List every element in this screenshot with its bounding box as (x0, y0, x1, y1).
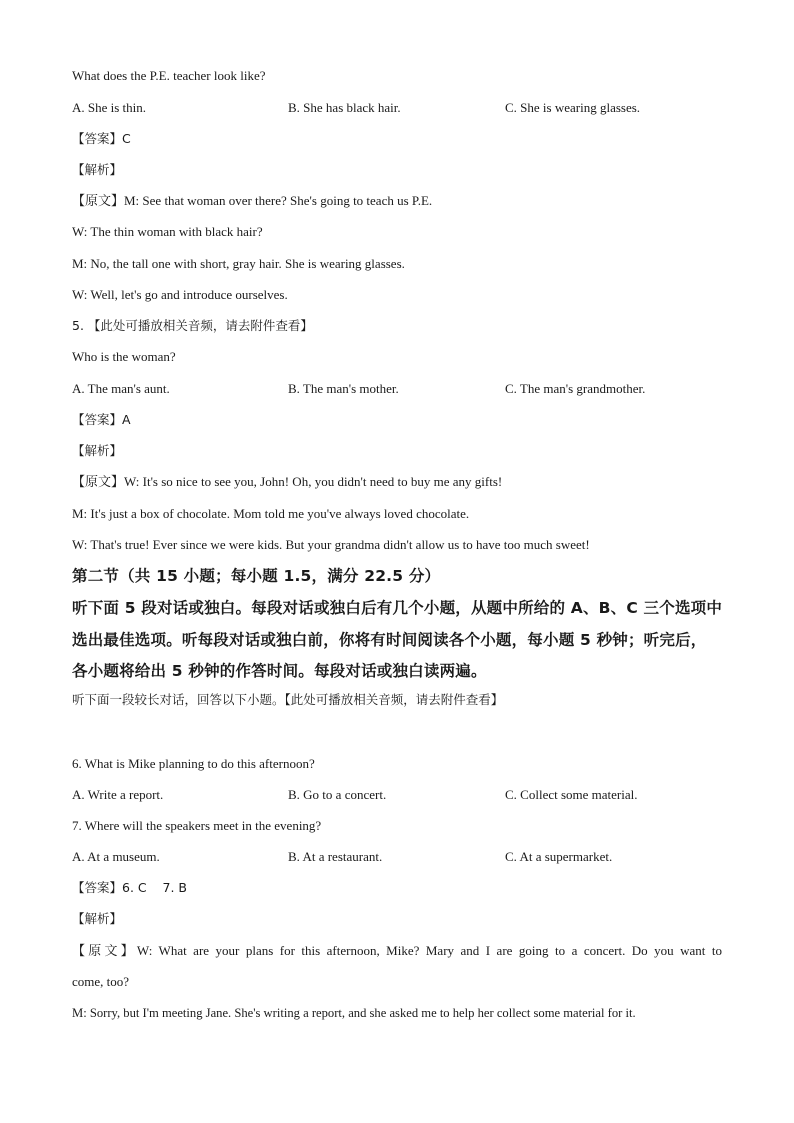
q5-transcript-line: 【原文】W: It's so nice to see you, John! Oh, you didn't need to buy me any gifts! (72, 474, 503, 489)
q6-option-c: C. Collect some material. (505, 787, 638, 802)
q7-option-c: C. At a supermarket. (505, 849, 613, 864)
question-6-text: 6. What is Mike planning to do this afternoon? (72, 756, 315, 771)
q4-option-b: B. She has black hair. (288, 100, 401, 115)
q6-7-transcript-line: M: Sorry, but I'm meeting Jane. She's writing a report, and she asked me to help her collect some material for it. (72, 1006, 636, 1020)
q5-option-a: A. The man's aunt. (72, 381, 170, 396)
q5-analysis-label: 【解析】 (72, 443, 123, 458)
q5-option-c: C. The man's grandmother. (505, 381, 646, 396)
section-2-audio-note[interactable]: 听下面一段较长对话，回答以下小题。【此处可播放相关音频，请去附件查看】 (72, 692, 504, 707)
q6-option-b: B. Go to a concert. (288, 787, 387, 802)
q6-7-answer: 【答案】6. C 7. B (72, 880, 187, 895)
q6-7-transcript-line: come, too? (72, 974, 130, 989)
q7-option-b: B. At a restaurant. (288, 849, 383, 864)
q5-header-audio-link[interactable]: 5. 【此处可播放相关音频，请去附件查看】 (72, 318, 313, 333)
question-4-text: What does the P.E. teacher look like? (72, 68, 266, 83)
section-2-instruction-line: 各小题将给出 5 秒钟的作答时间。每段对话或独白读两遍。 (72, 662, 487, 680)
section-2-title: 第二节（共 15 小题；每小题 1.5，满分 22.5 分） (72, 567, 441, 585)
q6-7-analysis-label: 【解析】 (72, 911, 123, 926)
section-2-instruction-line: 听下面 5 段对话或独白。每段对话或独白后有几个小题，从题中所给的 A、B、C 三个选项中 (72, 599, 723, 617)
q4-transcript-line: W: Well, let's go and introduce ourselves. (72, 287, 288, 302)
q4-option-a: A. She is thin. (72, 100, 147, 115)
q4-answer: 【答案】C (72, 131, 131, 146)
q4-transcript-line: 【原文】M: See that woman over there? She's going to teach us P.E. (72, 193, 433, 208)
q5-transcript-line: M: It's just a box of chocolate. Mom told me you've always loved chocolate. (72, 506, 470, 521)
question-7-text: 7. Where will the speakers meet in the evening? (72, 818, 322, 833)
q6-7-transcript-line: 【原文】W: What are your plans for this afternoon, Mike? Mary and I are going to a concert. Do you want to (72, 943, 722, 958)
q5-option-b: B. The man's mother. (288, 381, 399, 396)
question-5-text: Who is the woman? (72, 349, 176, 364)
q4-option-c: C. She is wearing glasses. (505, 100, 641, 115)
q5-transcript-line: W: That's true! Ever since we were kids. But your grandma didn't allow us to have too much sweet! (72, 537, 590, 552)
q7-option-a: A. At a museum. (72, 849, 160, 864)
q6-option-a: A. Write a report. (72, 787, 164, 802)
q4-transcript-line: M: No, the tall one with short, gray hair. She is wearing glasses. (72, 256, 405, 271)
section-2-instruction-line: 选出最佳选项。听每段对话或独白前，你将有时间阅读各个小题，每小题 5 秒钟；听完后， (72, 631, 707, 649)
q5-answer: 【答案】A (72, 412, 131, 427)
q4-transcript-line: W: The thin woman with black hair? (72, 224, 263, 239)
q4-analysis-label: 【解析】 (72, 162, 123, 177)
